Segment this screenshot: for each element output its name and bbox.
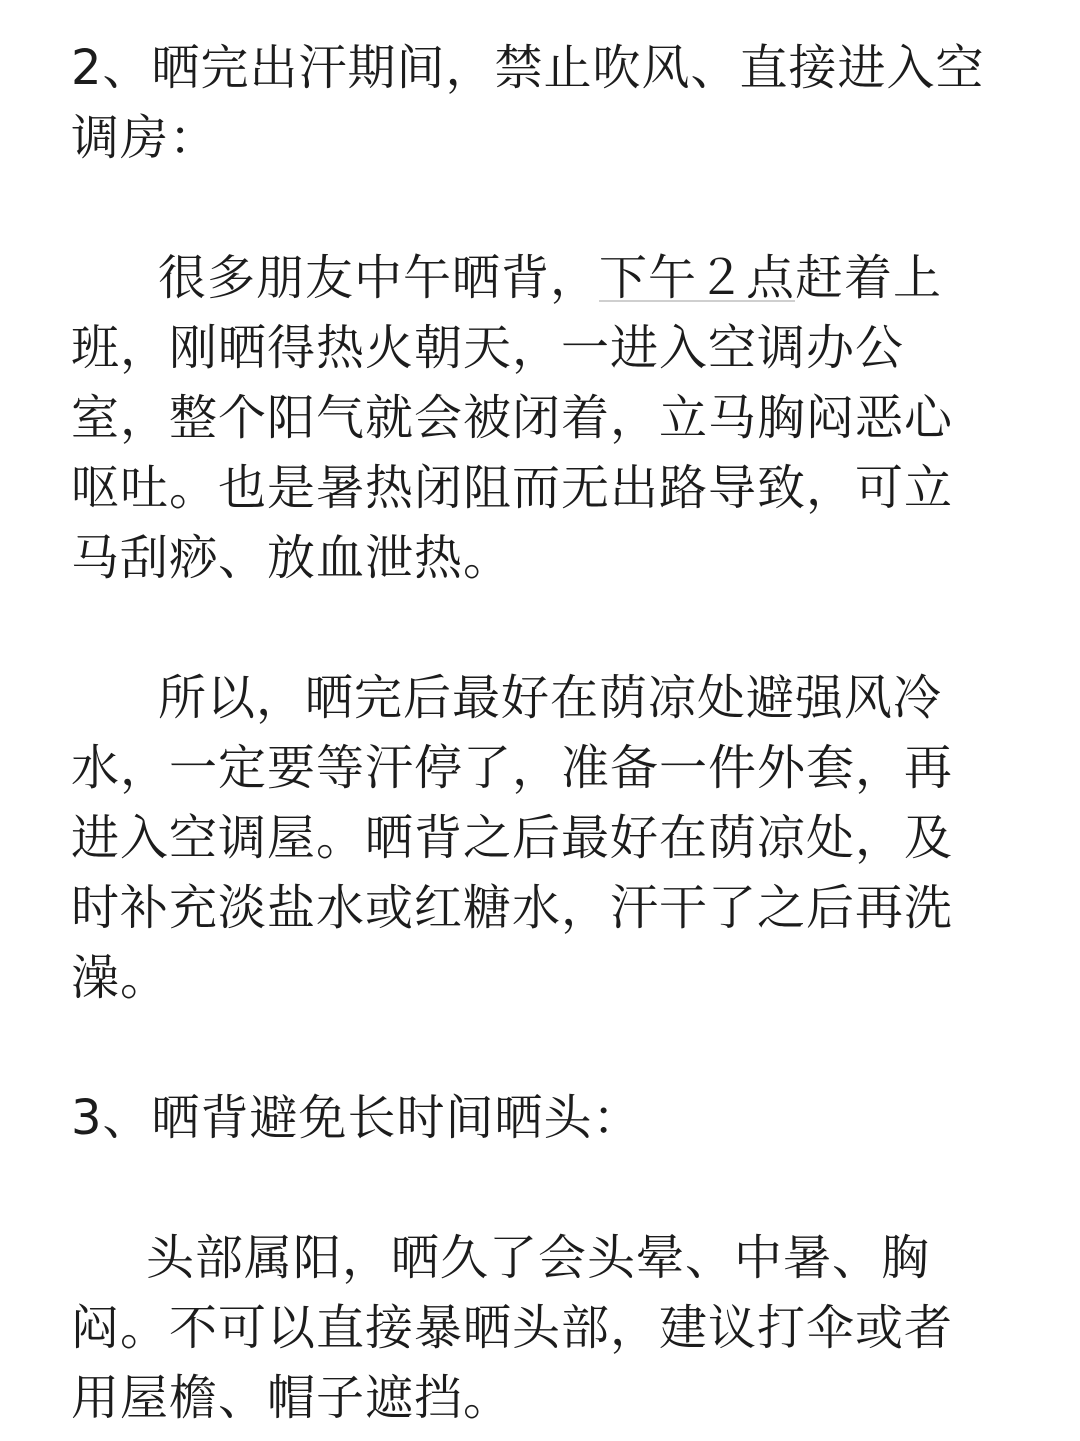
section2-para1-line3: 室，整个阳气就会被闭着，立马胸闷恶心 xyxy=(71,390,954,446)
section2-heading-line1: 2、晒完出汗期间，禁止吹风、直接进入空 xyxy=(71,40,985,96)
section2-para2-line1: 所以，晒完后最好在荫凉处避强风冷 xyxy=(158,670,943,726)
section2-heading-line2: 调房： xyxy=(71,110,219,166)
section2-para1-line5: 马刮痧、放血泄热。 xyxy=(71,530,513,586)
section2-para2-line5: 澡。 xyxy=(71,950,170,1006)
para1-line1-text: 很多朋友中午晒背， xyxy=(158,250,600,306)
section2-para1-line1 xyxy=(158,248,942,308)
underlined-time-text: 下午２点 xyxy=(599,250,796,306)
section2-para2-line4: 时补充淡盐水或红糖水，汗干了之后再洗 xyxy=(71,880,954,936)
section3-para1-line1: 头部属阳，晒久了会头晕、中暑、胸 xyxy=(146,1230,931,1286)
section2-para2-line2: 水，一定要等汗停了，准备一件外套，再 xyxy=(71,740,954,796)
section2-para1-line4: 呕吐。也是暑热闭阻而无出路导致，可立 xyxy=(71,460,954,516)
section2-para2-line3: 进入空调屋。晒背之后最好在荫凉处，及 xyxy=(71,810,954,866)
section3-para1-line2: 闷。不可以直接暴晒头部，建议打伞或者 xyxy=(71,1300,954,1356)
section2-para1-line2: 班，刚晒得热火朝天，一进入空调办公 xyxy=(71,320,905,376)
section3-para1-line3: 用屋檐、帽子遮挡。 xyxy=(71,1370,513,1426)
section3-heading: 3、晒背避免长时间晒头： xyxy=(71,1090,642,1146)
para1-line1-tail: 赶着上 xyxy=(795,250,943,306)
